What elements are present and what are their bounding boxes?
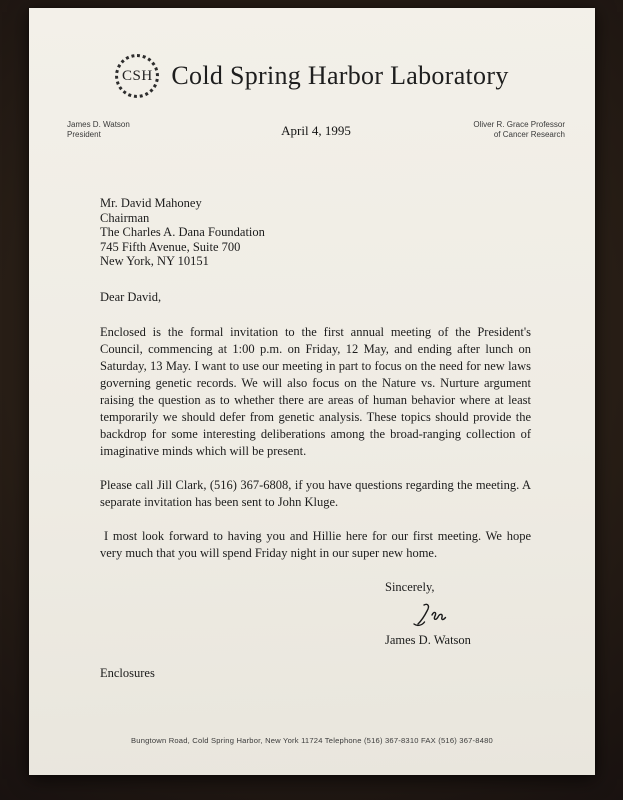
enclosures-note: Enclosures — [100, 665, 155, 680]
recipient-org: The Charles A. Dana Foundation — [100, 225, 265, 239]
recipient-street: 745 Fifth Avenue, Suite 700 — [100, 239, 241, 254]
paragraph-1: Enclosed is the formal invitation to the first annual meeting of the President's Council, commencing at 1:00 p.m. on Friday, 12 May, and ending after lunch on Saturday, 13 May. I want to use our meeting in part to focus on the need for new laws governing genetic records. We will also focus on the Nature vs. Nurture argument raising the question as to whether there are areas of human behavior where at least temporarily we should defer from genetic analysis. These topics should provide the backdrop for some interesting deliberations among the broad-ranging collection of imaginative minds which will be present. — [100, 324, 531, 458]
paragraph-2: Please call Jill Clark, (516) 367-6808, if you have questions regarding the meeting. A separate invitation has been sent to John Kluge. — [100, 477, 531, 509]
sender-name: James D. Watson — [67, 120, 130, 129]
typed-signature-name: James D. Watson — [385, 632, 471, 647]
recipient-name: Mr. David Mahoney — [100, 196, 202, 210]
logo-text: CSH — [122, 67, 153, 84]
letter-page — [29, 8, 595, 775]
paragraph-3: I most look forward to having you and Hillie here for our first meeting. We hope very much that you will spend Friday night in our super new home. — [100, 528, 531, 560]
professorship-line1: Oliver R. Grace Professor — [473, 120, 565, 129]
handwritten-signature-icon — [410, 602, 531, 630]
salutation: Dear David, — [100, 289, 162, 304]
org-name: Cold Spring Harbor Laboratory — [171, 61, 509, 90]
recipient-address — [100, 196, 531, 269]
sender-name-block — [67, 120, 227, 140]
closing: Sincerely, — [385, 579, 435, 594]
recipient-city: New York, NY 10151 — [100, 254, 209, 268]
letterhead-footer: Bungtown Road, Cold Spring Harbor, New York 11724 Telephone (516) 367-8310 FAX (516) 367-8480 — [131, 736, 493, 745]
sender-title: President — [67, 130, 101, 139]
letter-body — [100, 196, 531, 682]
professorship-line2: of Cancer Research — [493, 130, 565, 139]
csh-logo-icon — [115, 54, 159, 98]
letterhead-info-row — [67, 120, 565, 140]
recipient-title: Chairman — [100, 210, 150, 225]
letter-date: April 4, 1995 — [281, 123, 351, 138]
letterhead — [29, 54, 595, 98]
sender-professorship-block — [405, 120, 565, 140]
